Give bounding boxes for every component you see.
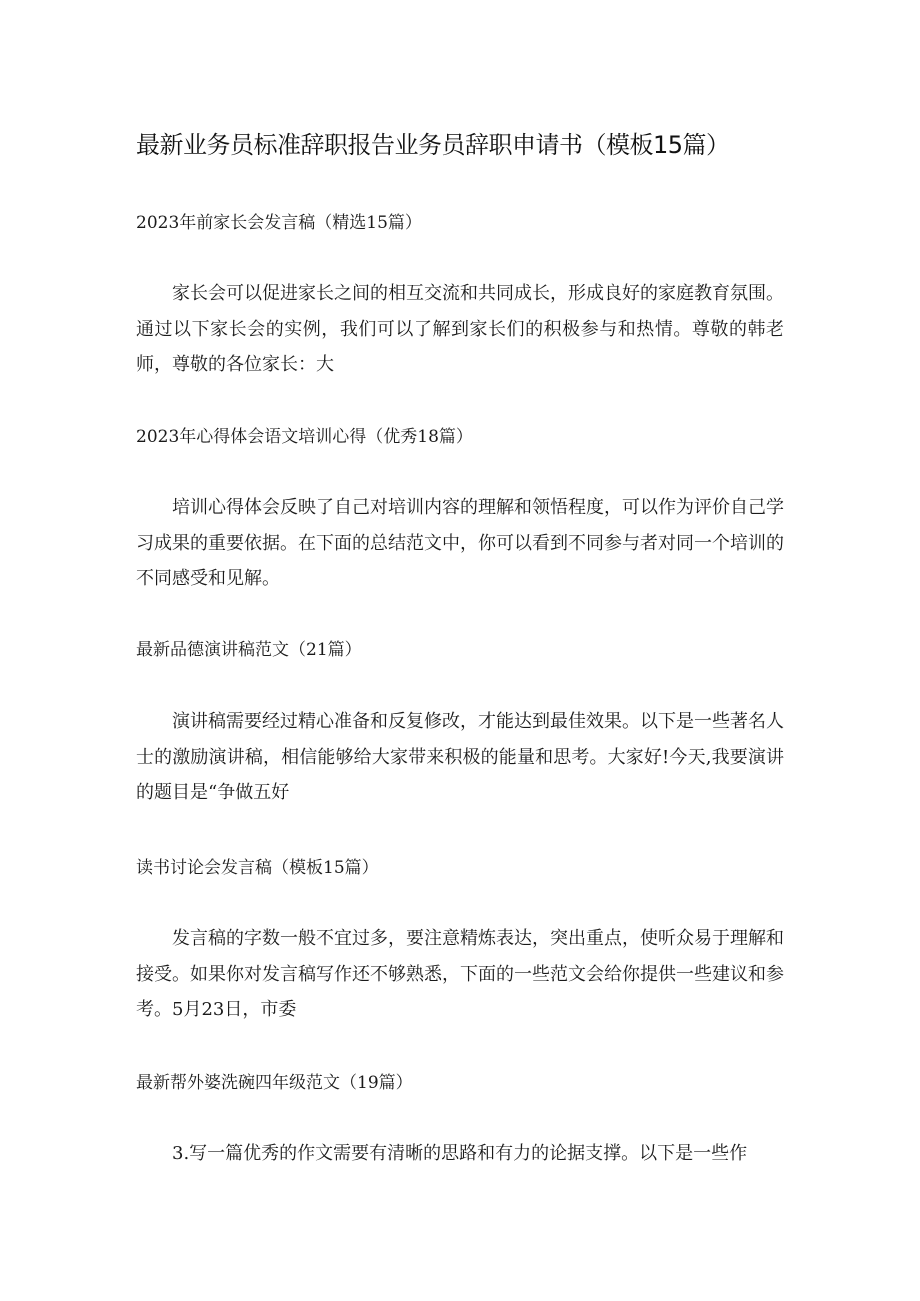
document-title: 最新业务员标准辞职报告业务员辞职申请书（模板15篇） [136,131,730,159]
entry-heading: 最新帮外婆洗碗四年级范文（19篇） [136,1073,413,1093]
entry-summary: 发言稿的字数一般不宜过多，要注意精炼表达，突出重点，使听众易于理解和接受。如果你对发言稿写作还不够熟悉，下面的一些范文会给你提供一些建议和参考。5月23日，市委 [136,928,784,1020]
entry-heading: 2023年心得体会语文培训心得（优秀18篇） [136,427,473,447]
entry-heading: 最新品德演讲稿范文（21篇） [136,640,362,660]
entry-summary: 3.写一篇优秀的作文需要有清晰的思路和有力的论据支撑。以下是一些作 [172,1143,748,1164]
entry-heading: 2023年前家长会发言稿（精选15篇） [136,213,422,233]
entry-summary: 培训心得体会反映了自己对培训内容的理解和领悟程度，可以作为评价自己学习成果的重要依据。在下面的总结范文中，你可以看到不同参与者对同一个培训的不同感受和见解。 [136,497,784,589]
entry-summary: 演讲稿需要经过精心准备和反复修改，才能达到最佳效果。以下是一些著名人士的激励演讲稿，相信能够给大家带来积极的能量和思考。大家好!今天,我要演讲的题目是“争做五好 [136,711,784,803]
entry-summary: 家长会可以促进家长之间的相互交流和共同成长，形成良好的家庭教育氛围。通过以下家长会的实例，我们可以了解到家长们的积极参与和热情。尊敬的韩老师，尊敬的各位家长：大 [136,283,784,375]
entry-heading: 读书讨论会发言稿（模板15篇） [136,858,379,878]
